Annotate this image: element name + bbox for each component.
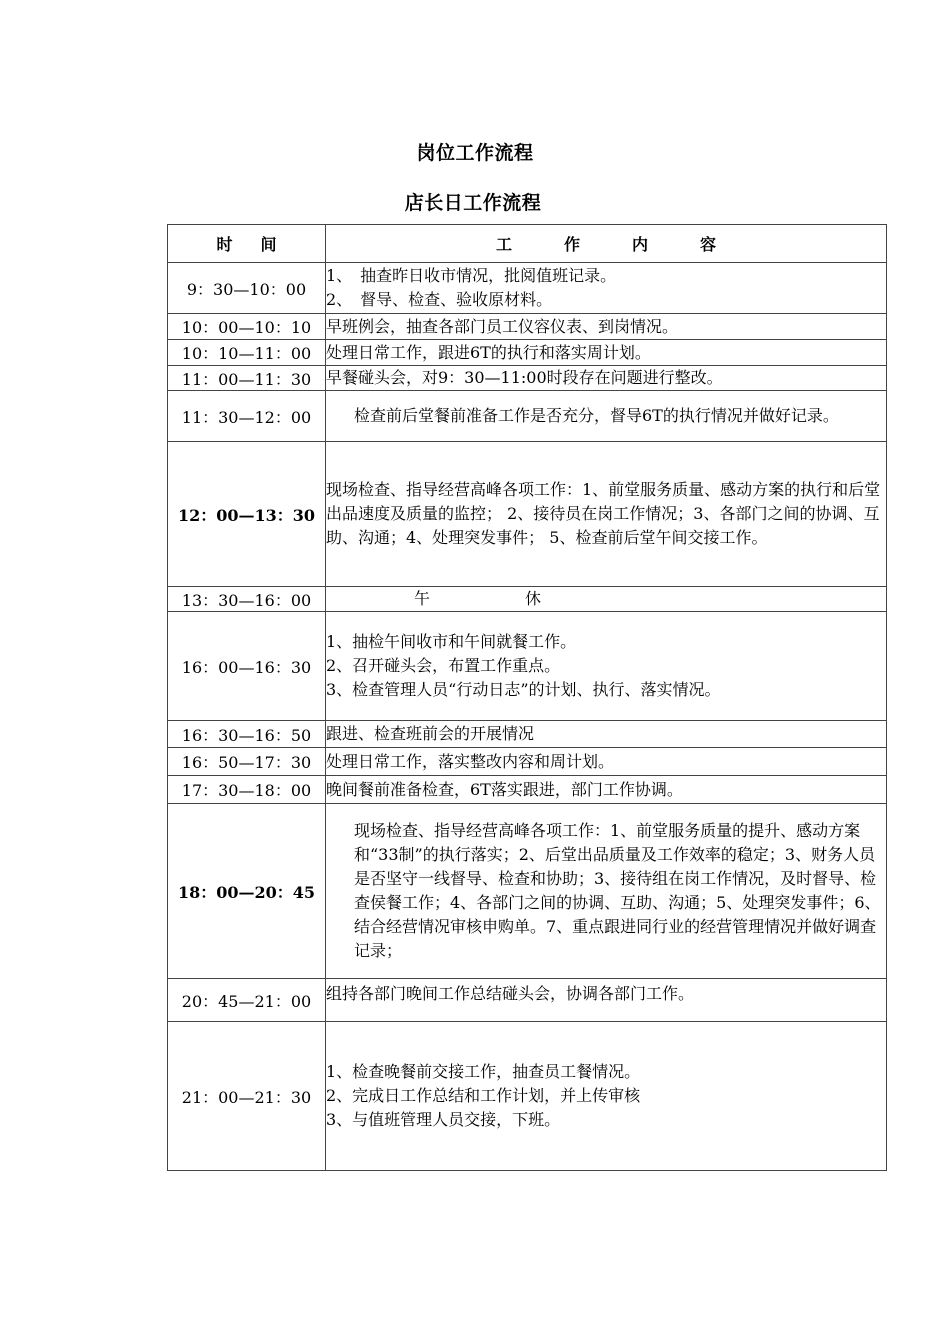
time-cell: 13：30—16：00 [168,587,326,612]
work-cell: 跟进、检查班前会的开展情况 [326,721,887,748]
time-cell: 16：30—16：50 [168,721,326,748]
table-row [168,804,887,979]
lunch-char: 午 [414,589,431,608]
time-cell: 21：00—21：30 [168,1022,326,1171]
time-cell: 17：30—18：00 [168,776,326,804]
table-row [168,1022,887,1171]
table-row [168,979,887,1022]
work-line: 2、完成日工作总结和工作计划，并上传审核 [326,1086,641,1105]
time-cell: 11：30—12：00 [168,391,326,442]
work-line: 1、检查晚餐前交接工作，抽查员工餐情况。 [326,1062,641,1081]
time-cell: 20：45—21：00 [168,979,326,1022]
work-cell: 现场检查、指导经营高峰各项工作：1、前堂服务质量、感动方案的执行和后堂出品速度及质量的监控； 2、接待员在岗工作情况；3、各部门之间的协调、互助、沟通；4、处理突发事件； 5、检查前后堂午间交接工作。 [326,442,887,587]
time-cell: 12：00—13：30 [168,442,326,587]
table-row [168,612,887,721]
time-cell: 16：50—17：30 [168,748,326,776]
header-work-char: 作 [563,235,580,254]
work-cell: 早班例会，抽查各部门员工仪容仪表、到岗情况。 [326,314,887,340]
table-row [168,776,887,804]
document-title: 岗位工作流程 [416,142,534,164]
table-row [168,748,887,776]
time-cell: 16：00—16：30 [168,612,326,721]
header-time [168,225,326,263]
work-line: 1、 抽查昨日收市情况，批阅值班记录。 [326,266,617,285]
time-cell: 18：00—20：45 [168,804,326,979]
work-cell: 处理日常工作，跟进6T的执行和落实周计划。 [326,340,887,366]
work-cell: 组持各部门晚间工作总结碰头会，协调各部门工作。 [326,979,887,1022]
time-cell: 10：10—11：00 [168,340,326,366]
table-row [168,263,887,314]
table-header-row [168,225,887,263]
time-cell: 9：30—10：00 [168,263,326,314]
time-cell: 10：00—10：10 [168,314,326,340]
header-work-char: 工 [495,235,512,254]
work-cell [326,612,887,721]
work-cell: 晚间餐前准备检查，6T落实跟进，部门工作协调。 [326,776,887,804]
work-cell: 处理日常工作，落实整改内容和周计划。 [326,748,887,776]
header-work [326,225,887,263]
header-work-char: 容 [700,235,717,254]
time-cell: 11：00—11：30 [168,366,326,391]
document-subtitle: 店长日工作流程 [404,192,542,214]
work-cell: 早餐碰头会，对9：30—11:00时段存在问题进行整改。 [326,366,887,391]
table-row [168,391,887,442]
work-cell [326,1022,887,1171]
table-row [168,366,887,391]
table-row [168,314,887,340]
header-work-char: 内 [632,235,649,254]
table-row [168,587,887,612]
work-cell [326,263,887,314]
table-row [168,340,887,366]
work-cell: 现场检查、指导经营高峰各项工作：1、前堂服务质量的提升、感动方案和“33制”的执行落实；2、后堂出品质量及工作效率的稳定；3、财务人员是否坚守一线督导、检查和协助；3、接待组在岗工作情况，及时督导、检查侯餐工作；4、各部门之间的协调、互助、沟通；5、处理突发事件；6、结合经营情况审核申购单。7、重点跟进同行业的经营管理情况并做好调查记录； [326,804,887,979]
work-line: 3、与值班管理人员交接，下班。 [326,1110,561,1129]
work-cell [326,587,887,612]
work-line: 3、检查管理人员“行动日志”的计划、执行、落实情况。 [326,680,721,699]
work-line: 1、抽检午间收市和午间就餐工作。 [326,632,577,651]
table-row [168,721,887,748]
header-time-char: 时 [216,235,233,254]
work-cell: 检查前后堂餐前准备工作是否充分，督导6T的执行情况并做好记录。 [326,391,887,442]
header-time-char: 间 [260,235,277,254]
work-line: 2、 督导、检查、验收原材料。 [326,290,553,309]
table-row [168,442,887,587]
lunch-char: 休 [525,589,542,608]
work-line: 2、召开碰头会，布置工作重点。 [326,656,561,675]
schedule-table [167,224,887,1171]
